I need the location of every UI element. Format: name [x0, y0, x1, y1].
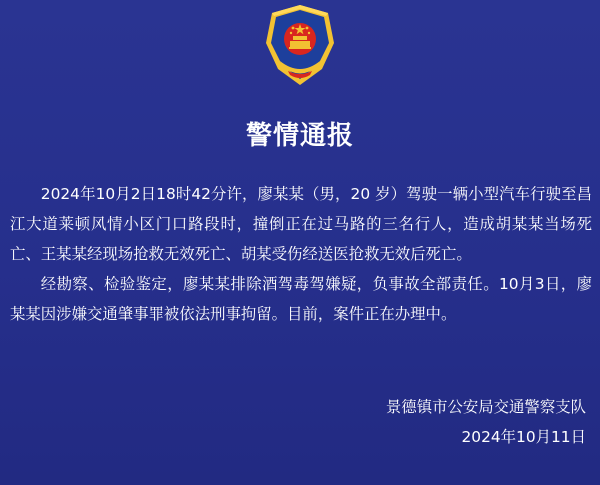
issue-date: 2024年10月11日 — [461, 428, 586, 446]
notice-body — [10, 179, 592, 329]
notice-paragraph-investigation: 经勘察、检验鉴定，廖某某排除酒驾毒驾嫌疑，负事故全部责任。10月3日，廖某某因涉嫌交通肇事罪被依法刑事拘留。目前，案件正在办理中。 — [10, 275, 592, 323]
page-title: 警情通报 — [245, 121, 354, 151]
notice-paragraph-incident: 2024年10月2日18时42分许，廖某某（男，20 岁）驾驶一辆小型汽车行驶至昌江大道莱顿风情小区门口路段时，撞倒正在过马路的三名行人，造成胡某某当场死亡、王某某经现场抢救无效死亡、胡某受伤经送医抢救无效后死亡。 — [10, 185, 592, 263]
issuing-authority: 景德镇市公安局交通警察支队 — [385, 398, 586, 416]
police-emblem-icon — [262, 3, 338, 87]
